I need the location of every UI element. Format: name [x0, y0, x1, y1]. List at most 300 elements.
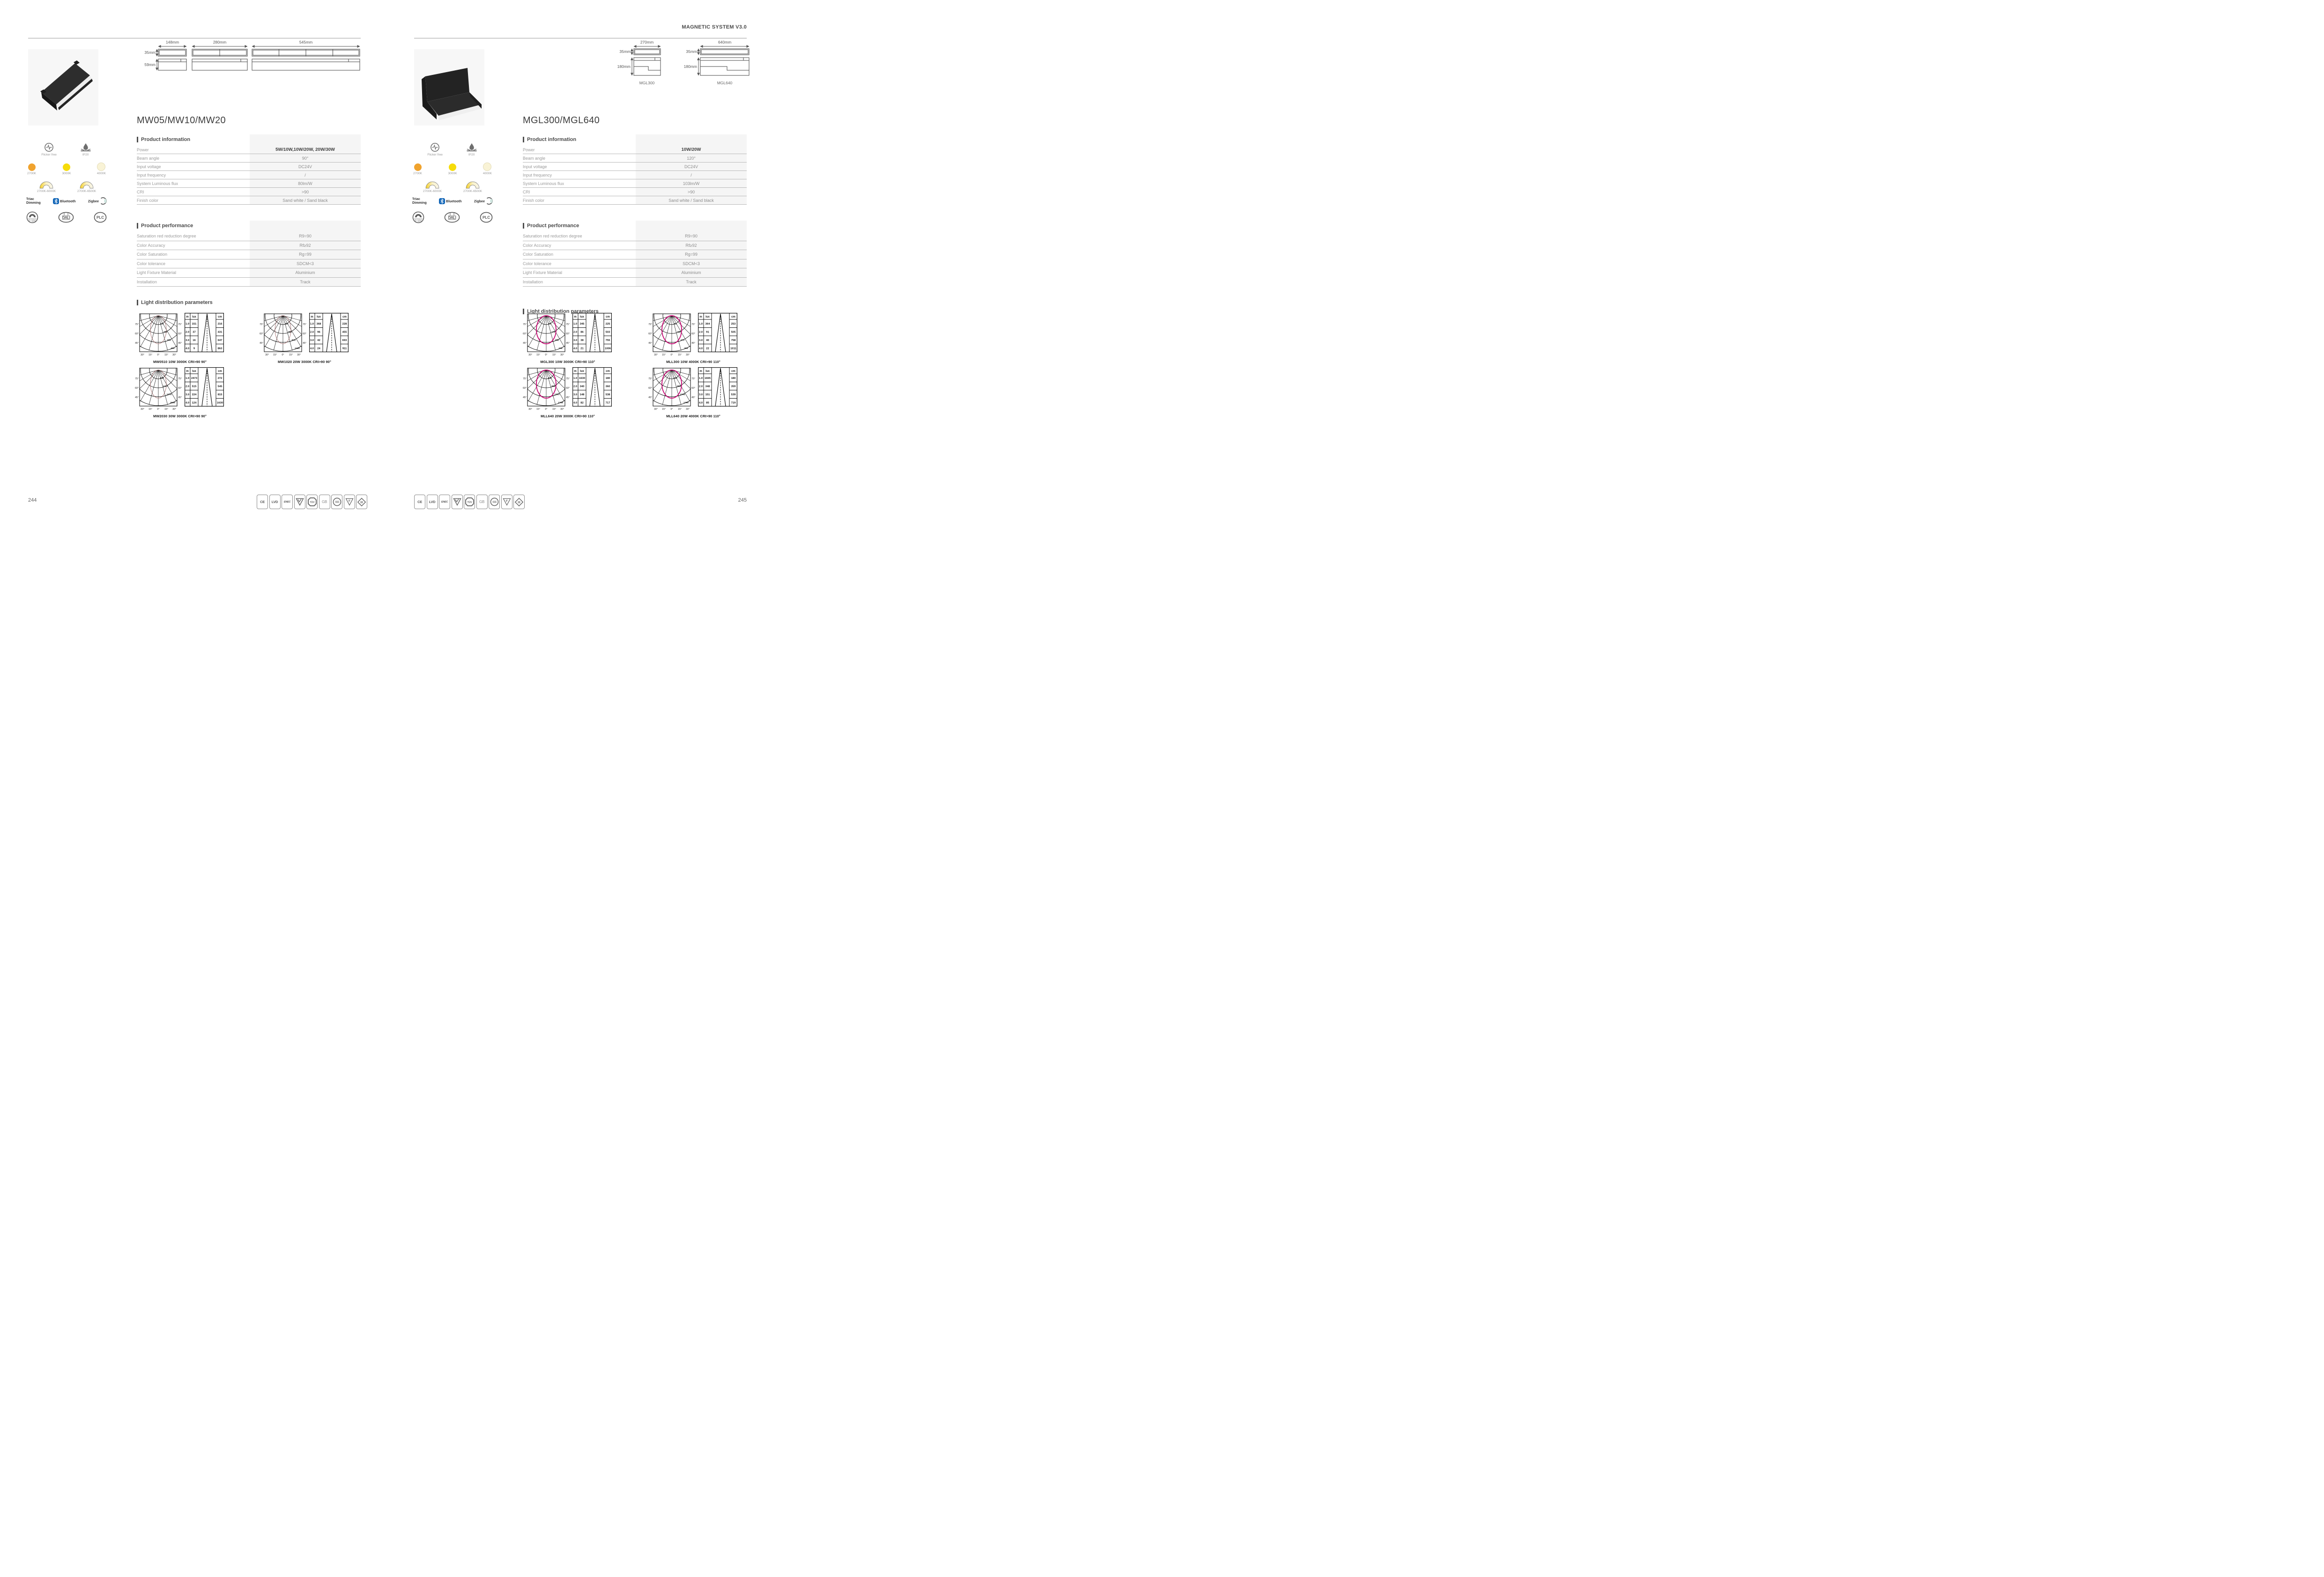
svg-text:CCC: CCC: [334, 501, 339, 504]
cert-badge-iii: [513, 495, 525, 509]
spec-label: Color Saturation: [137, 252, 168, 257]
section-bar: [523, 223, 524, 229]
svg-text:1630: 1630: [217, 401, 223, 405]
svg-text:4.0: 4.0: [573, 401, 578, 405]
cct-swatch: [28, 163, 36, 171]
svg-text:86: 86: [548, 323, 551, 326]
spec-label: Input frequency: [523, 172, 552, 178]
svg-text:cm: cm: [218, 370, 222, 373]
svg-text:TÜV: TÜV: [467, 501, 472, 504]
cct-label: 4000K: [483, 172, 492, 175]
tunable-range: [77, 181, 96, 193]
polar-diagram: [522, 313, 571, 358]
cert-badge-tv: [464, 495, 475, 509]
svg-text:75°: 75°: [135, 378, 139, 380]
svg-text:30°: 30°: [686, 354, 690, 356]
svg-text:1.0: 1.0: [698, 377, 703, 380]
spec-row: [137, 196, 361, 205]
spec-label: System Luminous flux: [523, 181, 564, 186]
svg-text:434: 434: [548, 377, 552, 380]
cert-badge-iii: [356, 495, 367, 509]
svg-text:cm: cm: [342, 316, 347, 318]
svg-text:863: 863: [217, 347, 223, 350]
spec-value: >90: [301, 189, 309, 194]
svg-text:45°: 45°: [691, 342, 695, 345]
spec-label: Light Fixture Material: [137, 270, 177, 275]
triac-dimming-label: Triac Dimming: [26, 196, 41, 205]
spec-row: [523, 154, 747, 163]
spec-label: Beam angle: [523, 155, 546, 161]
spec-value: 90°: [302, 155, 309, 161]
svg-text:lux: lux: [705, 316, 710, 318]
svg-text:15°: 15°: [536, 354, 540, 356]
svg-text:216: 216: [217, 323, 223, 326]
spec-value: Track: [686, 279, 697, 284]
chart-graphics: [134, 313, 226, 358]
svg-text:15°: 15°: [148, 354, 152, 356]
spec-row: [523, 278, 747, 287]
svg-text:2.0: 2.0: [698, 385, 703, 388]
svg-text:75°: 75°: [566, 323, 570, 326]
svg-text:45°: 45°: [566, 342, 570, 345]
svg-text:60°: 60°: [566, 333, 570, 335]
tunable-label: 2700K-6500K: [77, 190, 97, 193]
svg-text:0: 0: [548, 370, 549, 372]
svg-text:37: 37: [193, 331, 196, 334]
spec-value: SDCM<3: [297, 261, 314, 266]
cct-option: [483, 163, 492, 175]
svg-text:758: 758: [731, 339, 736, 342]
spec-value: Track: [300, 279, 311, 284]
cert-badge-ccc: [331, 495, 342, 509]
svg-text:359: 359: [731, 385, 736, 388]
zigbee-label: Zigbee: [88, 199, 99, 203]
bluetooth-label: Bluetooth: [446, 199, 462, 203]
distance-illuminance-table: [572, 367, 612, 407]
svg-text:45°: 45°: [135, 396, 139, 399]
svg-text:45°: 45°: [523, 342, 527, 345]
svg-text:85: 85: [706, 401, 709, 405]
bluetooth-logo: [53, 198, 76, 204]
tunable-range: [423, 181, 442, 193]
spec-value: Sand white / Sand black: [282, 198, 328, 203]
spec-row: [523, 163, 747, 171]
cert-badge-rcm: [294, 495, 305, 509]
svg-text:148: 148: [579, 393, 585, 396]
cct-option: [97, 163, 106, 175]
svg-text:38: 38: [580, 339, 584, 342]
svg-text:lux: lux: [580, 370, 584, 373]
spec-row: [137, 154, 361, 163]
spec-label: System Luminous flux: [137, 181, 178, 186]
svg-text:1317: 1317: [163, 385, 168, 388]
svg-text:180: 180: [731, 377, 736, 380]
svg-text:75°: 75°: [691, 378, 695, 380]
spec-row: [523, 259, 747, 269]
svg-text:0°: 0°: [670, 408, 673, 411]
svg-text:CCC: CCC: [492, 501, 497, 504]
cert-badge-enec: ENEC: [282, 495, 293, 509]
cert-badges-right: [414, 495, 525, 509]
cct-label: 3000K: [62, 172, 71, 175]
svg-text:148mm: 148mm: [165, 40, 179, 44]
svg-text:45°: 45°: [303, 342, 306, 345]
svg-text:0°: 0°: [545, 354, 548, 356]
svg-text:151: 151: [192, 323, 197, 326]
svg-text:3.0: 3.0: [698, 393, 703, 396]
svg-text:30°: 30°: [172, 354, 176, 356]
svg-text:cm: cm: [731, 316, 735, 318]
product-information-left: [137, 137, 361, 205]
section-bar: [137, 137, 138, 142]
spec-label: Power: [137, 147, 149, 152]
svg-text:35mm: 35mm: [144, 50, 156, 55]
svg-text:45°: 45°: [566, 396, 570, 399]
light-distribution-heading-right: Light distribution parameters: [523, 309, 775, 314]
svg-text:1006: 1006: [605, 347, 611, 350]
spec-value: Rf≥92: [685, 243, 697, 248]
svg-text:273: 273: [680, 339, 684, 342]
svg-text:75°: 75°: [178, 378, 182, 380]
section-bar: [523, 309, 524, 314]
svg-text:364: 364: [705, 323, 710, 326]
svg-text:cm: cm: [606, 316, 610, 318]
spec-row: [523, 250, 747, 259]
spec-label: Input frequency: [137, 172, 166, 178]
svg-text:405: 405: [171, 347, 175, 350]
cct-label: 3000K: [448, 172, 457, 175]
svg-text:562: 562: [288, 331, 292, 333]
svg-text:0°: 0°: [282, 354, 284, 356]
cct-swatch: [483, 163, 491, 171]
svg-text:431: 431: [217, 331, 223, 334]
page-number-left: 244: [28, 497, 37, 503]
svg-text:364: 364: [684, 347, 688, 350]
cert-badge-gb: GB: [476, 495, 488, 509]
svg-text:lux: lux: [317, 316, 321, 318]
svg-text:m: m: [574, 316, 577, 318]
svg-text:1.0: 1.0: [310, 323, 314, 326]
svg-text:III: III: [518, 501, 520, 504]
svg-text:35mm: 35mm: [619, 49, 631, 54]
chart-caption: MW2030 30W 3000K CRI>90 90°: [153, 414, 207, 418]
svg-text:59mm: 59mm: [144, 62, 156, 67]
distance-illuminance-table: [572, 313, 612, 352]
ip20-icon: [80, 142, 92, 156]
cert-badge-lvd: LVD: [269, 495, 281, 509]
svg-text:60°: 60°: [178, 333, 182, 335]
svg-text:0: 0: [674, 316, 675, 318]
model-title-right: MGL300/MGL640: [523, 115, 600, 126]
svg-text:PLC: PLC: [97, 215, 104, 220]
cct-option: [62, 163, 71, 175]
svg-text:45°: 45°: [135, 342, 139, 345]
svg-text:60°: 60°: [303, 333, 306, 335]
dim-0-10v-icon: [26, 211, 38, 226]
product-performance-right: [523, 223, 747, 287]
spec-row: [137, 250, 361, 259]
svg-text:91: 91: [706, 331, 709, 334]
svg-text:30°: 30°: [654, 354, 658, 356]
svg-text:368: 368: [316, 323, 321, 326]
spec-row: [137, 146, 361, 154]
svg-text:151: 151: [705, 393, 710, 396]
dali-logo: [444, 212, 460, 225]
spec-label: CRI: [523, 189, 530, 194]
svg-text:228: 228: [342, 323, 347, 326]
distribution-chart: [647, 313, 739, 364]
section-bar: [137, 223, 138, 229]
dim-0-10v-icon: [412, 211, 424, 226]
cct-option: [27, 163, 36, 175]
light-distribution-heading-left: Light distribution parameters: [137, 300, 775, 305]
cert-badge-tv: [306, 495, 318, 509]
mgl-fixture-illustration: [414, 49, 484, 126]
svg-text:225: 225: [605, 323, 610, 326]
svg-text:75°: 75°: [523, 378, 527, 380]
svg-text:40: 40: [706, 339, 709, 342]
svg-text:15°: 15°: [164, 354, 168, 356]
distribution-chart: [259, 313, 350, 364]
chart-graphics: [647, 367, 739, 412]
svg-text:cm: cm: [218, 316, 222, 318]
section-title: Product performance: [141, 223, 193, 229]
svg-text:2635: 2635: [170, 401, 175, 404]
ip-rating-label: IP20: [468, 153, 475, 156]
svg-text:75°: 75°: [566, 378, 570, 380]
svg-text:96: 96: [317, 331, 320, 334]
spec-row: [523, 232, 747, 241]
svg-text:1346: 1346: [680, 393, 685, 396]
svg-text:42: 42: [317, 339, 320, 342]
zigbee-logo: [474, 197, 493, 205]
svg-text:2.0: 2.0: [185, 385, 190, 388]
svg-text:60°: 60°: [135, 387, 139, 390]
product-photo-mgl: [414, 49, 484, 126]
svg-text:505: 505: [731, 331, 736, 334]
svg-text:258: 258: [555, 339, 559, 342]
distance-illuminance-table: [309, 313, 349, 352]
spec-row: [137, 232, 361, 241]
svg-text:30°: 30°: [654, 408, 658, 411]
svg-text:30°: 30°: [141, 354, 144, 356]
cert-badge-enec: ENEC: [439, 495, 450, 509]
product-performance-left: [137, 223, 361, 287]
spec-value: DC24V: [684, 164, 698, 169]
cct-swatch: [414, 163, 422, 171]
svg-text:75°: 75°: [178, 323, 182, 326]
svg-text:304: 304: [167, 339, 171, 342]
svg-text:2.0: 2.0: [310, 331, 314, 334]
svg-text:15°: 15°: [536, 408, 540, 411]
svg-text:755: 755: [605, 339, 610, 342]
spec-value: DC24V: [298, 164, 312, 169]
flicker-free-icon: [41, 142, 57, 156]
spec-row: [137, 278, 361, 287]
catalog-spread: [0, 0, 775, 526]
spec-label: Color tolerance: [523, 261, 552, 266]
svg-text:348: 348: [705, 385, 710, 388]
plc-logo: [480, 212, 493, 225]
svg-text:m: m: [186, 316, 189, 318]
svg-text:30°: 30°: [560, 354, 564, 356]
svg-text:182: 182: [677, 331, 681, 333]
svg-text:1.0: 1.0: [573, 377, 578, 380]
svg-text:4.0: 4.0: [310, 347, 314, 350]
dimension-drawing-mw: [137, 39, 364, 72]
feature-icons-right: [412, 137, 493, 232]
svg-text:272: 272: [217, 377, 223, 380]
svg-text:15°: 15°: [148, 408, 152, 411]
svg-text:693: 693: [342, 339, 347, 342]
svg-text:24: 24: [317, 347, 320, 350]
polar-diagram: [522, 367, 571, 412]
polar-diagram: [647, 313, 696, 358]
spec-label: Input voltage: [137, 164, 161, 169]
svg-text:538: 538: [605, 393, 610, 396]
spec-label: Finish color: [137, 198, 159, 203]
svg-text:360: 360: [605, 385, 610, 388]
svg-text:30°: 30°: [141, 408, 144, 411]
svg-text:4.0: 4.0: [185, 347, 190, 350]
svg-text:455: 455: [342, 331, 347, 334]
svg-text:281: 281: [284, 323, 289, 326]
svg-text:lux: lux: [192, 316, 196, 318]
svg-text:15°: 15°: [678, 354, 682, 356]
svg-text:3.0: 3.0: [185, 393, 190, 396]
svg-text:843: 843: [291, 339, 296, 342]
spec-value: Aluminium: [681, 270, 701, 275]
svg-text:45°: 45°: [648, 342, 652, 345]
spec-value: /: [691, 172, 692, 178]
cct-swatch: [97, 163, 105, 171]
svg-text:30°: 30°: [528, 354, 532, 356]
spec-label: Power: [523, 147, 535, 152]
svg-text:45°: 45°: [523, 396, 527, 399]
svg-text:449: 449: [673, 377, 677, 380]
spec-value: 5W/10W,10W/20W, 20W/30W: [275, 147, 335, 152]
spec-value: 120°: [687, 155, 696, 161]
svg-text:60°: 60°: [523, 387, 527, 390]
ip20-icon: [466, 142, 478, 156]
svg-text:647: 647: [217, 339, 223, 342]
svg-text:60°: 60°: [566, 387, 570, 390]
svg-text:45°: 45°: [691, 396, 695, 399]
svg-text:75°: 75°: [691, 323, 695, 326]
svg-text:m: m: [311, 316, 313, 318]
distribution-chart: [522, 313, 614, 364]
svg-text:9: 9: [193, 347, 195, 350]
svg-text:35mm: 35mm: [686, 49, 697, 54]
svg-text:cm: cm: [731, 370, 735, 373]
section-bar: [523, 137, 524, 142]
dali-logo: [58, 212, 74, 225]
spec-row: [137, 188, 361, 196]
ip-rating-label: IP20: [82, 153, 89, 156]
spec-row: [523, 179, 747, 188]
svg-text:345: 345: [558, 347, 563, 350]
svg-text:340: 340: [579, 385, 585, 388]
spec-value: Rf≥92: [299, 243, 311, 248]
svg-text:1738: 1738: [558, 401, 563, 404]
cert-badge-lvd: LVD: [427, 495, 438, 509]
svg-text:719: 719: [731, 401, 736, 405]
flicker-free-icon: [427, 142, 443, 156]
spec-value: >90: [687, 189, 695, 194]
spec-label: Color Accuracy: [137, 243, 165, 248]
svg-text:1630: 1630: [579, 377, 585, 380]
dimension-drawing-mgl: [609, 39, 750, 87]
tunable-range: [463, 181, 482, 193]
cct-option: [448, 163, 457, 175]
svg-text:16: 16: [193, 339, 196, 342]
svg-text:545: 545: [217, 385, 223, 388]
svg-text:1303: 1303: [554, 393, 560, 396]
svg-text:15°: 15°: [678, 408, 682, 411]
chart-graphics: [522, 367, 614, 412]
svg-text:539: 539: [731, 393, 736, 396]
svg-text:717: 717: [605, 401, 610, 405]
svg-text:253: 253: [731, 323, 736, 326]
spec-label: Finish color: [523, 198, 545, 203]
svg-text:545mm: 545mm: [299, 40, 313, 44]
cert-badge-ce: CE: [257, 495, 268, 509]
cert-badge-ccc: [489, 495, 500, 509]
svg-text:3.0: 3.0: [698, 339, 703, 342]
polar-diagram: [134, 367, 183, 412]
svg-text:45°: 45°: [178, 396, 182, 399]
spec-value: Rg=99: [685, 252, 698, 257]
distance-illuminance-table: [185, 367, 224, 407]
svg-text:15°: 15°: [164, 408, 168, 411]
svg-text:172: 172: [551, 331, 556, 333]
svg-text:MGL640: MGL640: [717, 81, 733, 85]
section-title: Product performance: [527, 223, 579, 229]
svg-text:MGL300: MGL300: [639, 81, 655, 85]
svg-text:F: F: [348, 499, 350, 503]
svg-text:0: 0: [548, 316, 549, 318]
svg-text:75°: 75°: [303, 323, 306, 326]
spec-row: [523, 196, 747, 205]
spec-value: Aluminium: [295, 270, 315, 275]
spec-row: [523, 146, 747, 154]
mw-fixture-illustration: [28, 49, 98, 126]
svg-text:91: 91: [674, 323, 677, 326]
svg-text:15°: 15°: [273, 354, 277, 356]
svg-text:30°: 30°: [560, 408, 564, 411]
svg-text:4.0: 4.0: [573, 347, 578, 350]
spec-row: [137, 259, 361, 269]
svg-text:280mm: 280mm: [213, 40, 227, 44]
distribution-chart: [134, 313, 226, 364]
svg-text:60°: 60°: [523, 333, 527, 335]
svg-text:30°: 30°: [297, 354, 301, 356]
cct-option: [413, 163, 422, 175]
distance-illuminance-table: [185, 313, 224, 352]
tunable-label: 2700K-6500K: [463, 190, 483, 193]
spec-row: [523, 268, 747, 278]
svg-text:15°: 15°: [552, 354, 556, 356]
svg-text:lux: lux: [705, 370, 710, 373]
svg-text:224: 224: [192, 393, 197, 396]
cert-badge-gb: GB: [319, 495, 330, 509]
svg-text:3.0: 3.0: [185, 339, 190, 342]
svg-text:75°: 75°: [523, 323, 527, 326]
cert-badge-rcm: [452, 495, 463, 509]
chart-caption: MW1020 20W 3000K CRI>90 90°: [278, 360, 331, 364]
section-title: Product information: [141, 137, 191, 142]
zigbee-label: Zigbee: [474, 199, 485, 203]
